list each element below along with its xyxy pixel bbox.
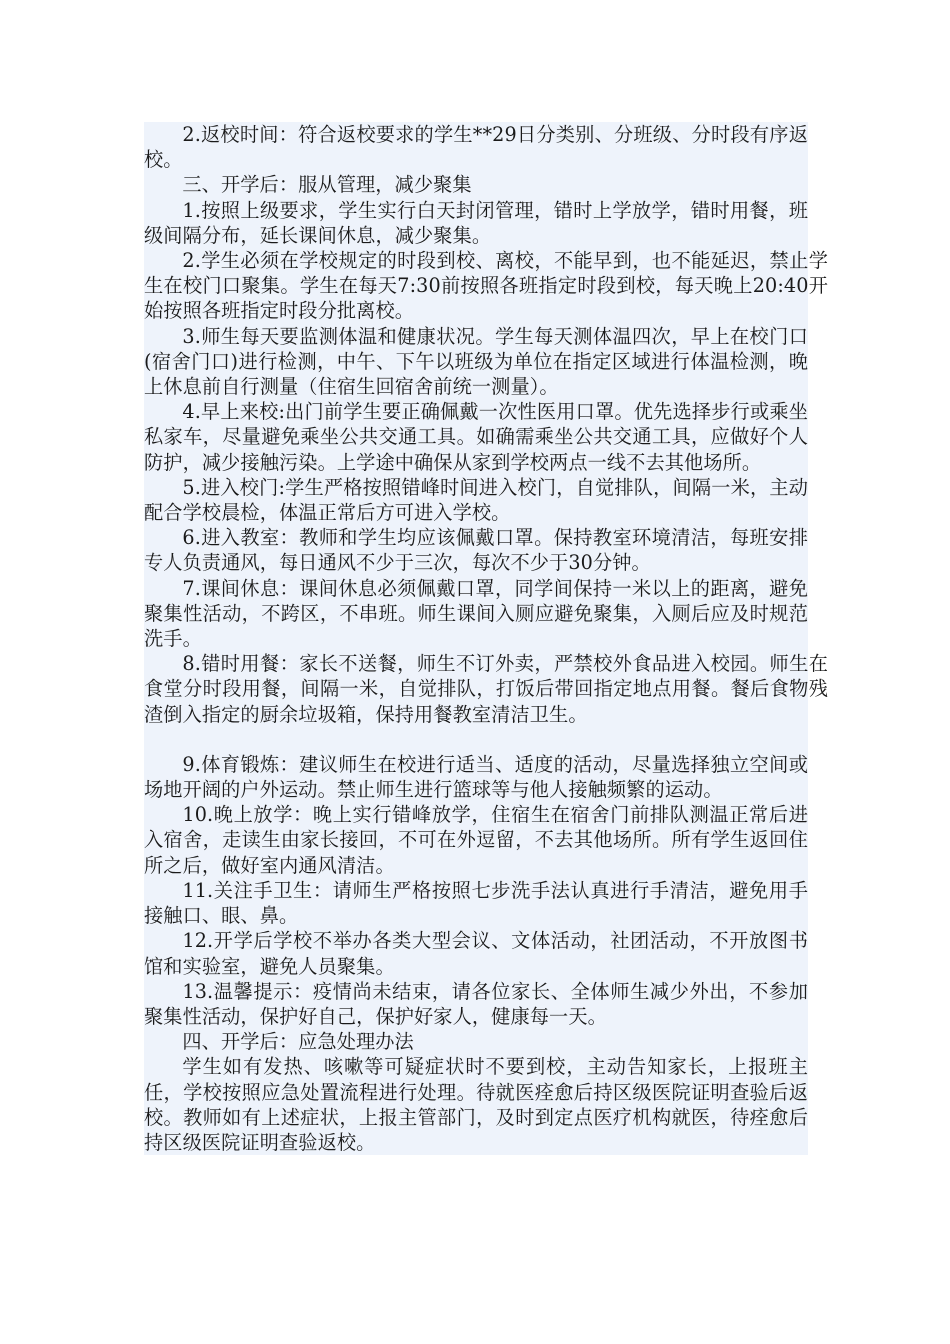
paragraph-item-9: 9.体育锻炼：建议师生在校进行适当、适度的活动，尽量选择独立空间或场地开阔的户外运动。禁止师生进行篮球等与他人接触频繁的运动。 <box>144 752 808 802</box>
paragraph-item-6: 6.进入教室：教师和学生均应该佩戴口罩。保持教室环境清洁，每班安排专人负责通风，每日通风不少于三次，每次不少于30分钟。 <box>144 526 808 575</box>
paragraph-item-7: 7.课间休息：课间休息必须佩戴口罩，同学间保持一米以上的距离，避免聚集性活动，不跨区，不串班。师生课间入厕应避免聚集，入厕后应及时规范洗手。 <box>144 576 808 651</box>
paragraph-return-time: 2.返校时间：符合返校要求的学生**29日分类别、分班级、分时段有序返校。 <box>144 123 808 172</box>
paragraph-item-13: 13.温馨提示：疫情尚未结束，请各位家长、全体师生减少外出，不参加聚集性活动，保护好自己，保护好家人，健康每一天。 <box>144 979 808 1028</box>
paragraph-item-4: 4.早上来校:出门前学生要正确佩戴一次性医用口罩。优先选择步行或乘坐私家车，尽量避免乘坐公共交通工具。如确需乘坐公共交通工具，应做好个人防护，减少接触污染。上学途中确保从家到学校两点一线不去其他场所。 <box>144 400 808 474</box>
paragraph-item-10: 10.晚上放学：晚上实行错峰放学，住宿生在宿舍门前排队测温正常后进入宿舍，走读生由家长接回，不可在外逗留，不去其他场所。所有学生返回住所之后，做好室内通风清洁。 <box>144 803 808 877</box>
paragraph-item-12: 12.开学后学校不举办各类大型会议、文体活动，社团活动，不开放图书馆和实验室，避免人员聚集。 <box>144 929 808 978</box>
paragraph-item-1: 1.按照上级要求，学生实行白天封闭管理，错时上学放学，错时用餐，班级间隔分布，延长课间休息，减少聚集。 <box>144 198 808 247</box>
paragraph-item-2: 2.学生必须在学校规定的时段到校、离校，不能早到，也不能延迟，禁止学生在校门口聚集。学生在每天7:30前按照各班指定时段到校，每天晚上20:40开始按照各班指定时段分批离校。 <box>144 249 828 323</box>
document-body <box>144 122 828 1155</box>
paragraph-item-5: 5.进入校门:学生严格按照错峰时间进入校门，自觉排队，间隔一米，主动配合学校晨检，体温正常后方可进入学校。 <box>144 475 808 525</box>
section-heading-4: 四、开学后：应急处理办法 <box>182 1030 414 1054</box>
paragraph-emergency: 学生如有发热、咳嗽等可疑症状时不要到校，主动告知家长，上报班主任，学校按照应急处置流程进行处理。待就医痊愈后持区级医院证明查验后返校。教师如有上述症状，上报主管部门，及时到定点医疗机构就医，待痊愈后持区级医院证明查验返校。 <box>144 1055 808 1154</box>
paragraph-item-8: 8.错时用餐：家长不送餐，师生不订外卖，严禁校外食品进入校园。师生在食堂分时段用餐，间隔一米，自觉排队，打饭后带回指定地点用餐。餐后食物残渣倒入指定的厨余垃圾箱，保持用餐教室清洁卫生。 <box>144 652 828 726</box>
paragraph-item-3: 3.师生每天要监测体温和健康状况。学生每天测体温四次，早上在校门口(宿舍门口)进行检测，中午、下午以班级为单位在指定区域进行体温检测，晚上休息前自行测量（住宿生回宿舍前统一测量）。 <box>144 324 808 399</box>
paragraph-item-11: 11.关注手卫生：请师生严格按照七步洗手法认真进行手清洁，避免用手接触口、眼、鼻。 <box>144 878 808 928</box>
section-heading-3: 三、开学后：服从管理，减少聚集 <box>182 173 472 197</box>
